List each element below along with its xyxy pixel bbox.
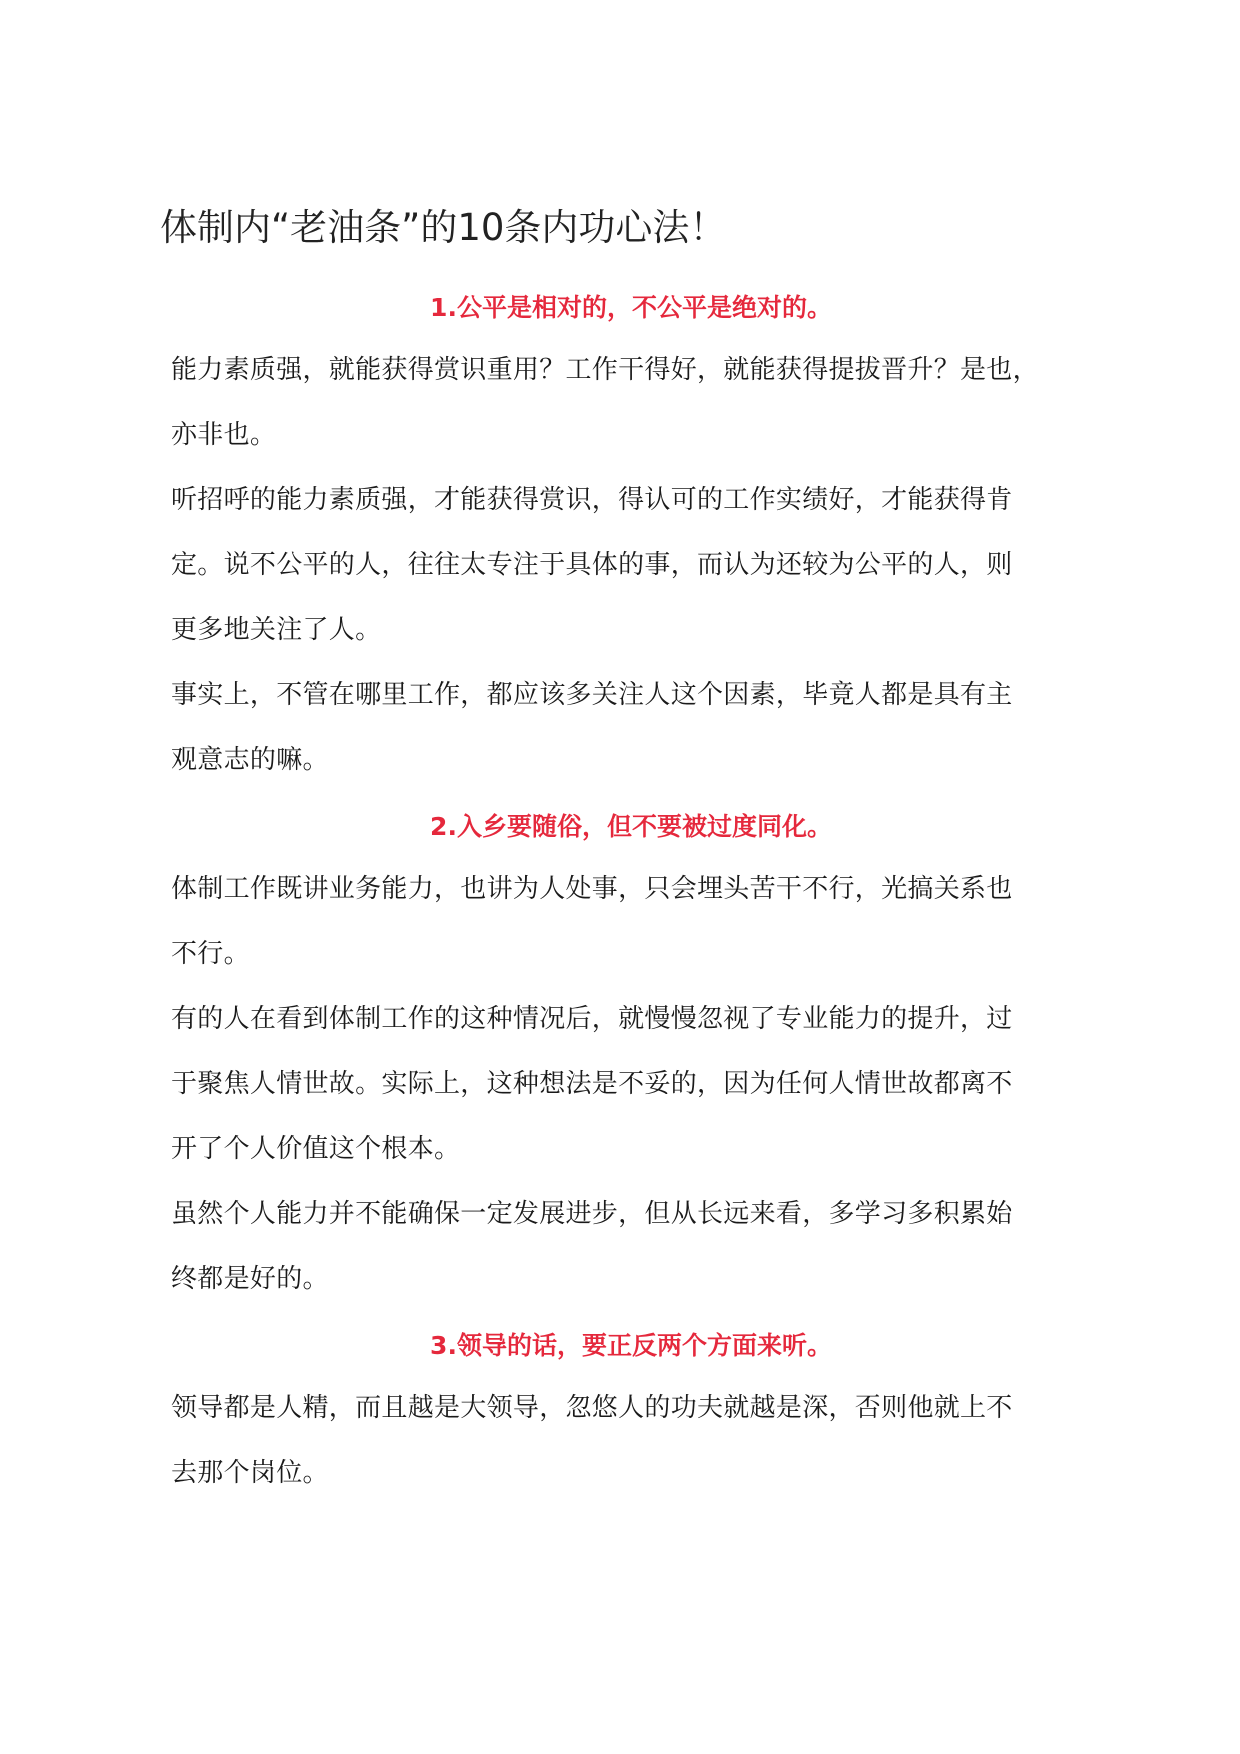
section-heading: 3.领导的话，要正反两个方面来听。 xyxy=(430,1331,832,1360)
section-2 xyxy=(171,797,1091,1312)
paragraph-line: 去那个岗位。 xyxy=(171,1458,329,1488)
paragraph xyxy=(171,1182,1091,1312)
paragraph-line: 领导都是人精，而且越是大领导，忽悠人的功夫就越是深，否则他就上不 xyxy=(171,1393,1013,1423)
paragraph-line: 开了个人价值这个根本。 xyxy=(171,1134,461,1164)
paragraph-line: 更多地关注了人。 xyxy=(171,615,382,645)
paragraph-line: 不行。 xyxy=(171,939,250,969)
paragraph-line: 观意志的嘛。 xyxy=(171,745,329,775)
paragraph-line: 事实上，不管在哪里工作，都应该多关注人这个因素，毕竟人都是具有主 xyxy=(171,680,1013,710)
paragraph xyxy=(171,663,1091,793)
paragraph-line: 听招呼的能力素质强，才能获得赏识，得认可的工作实绩好，才能获得肯 xyxy=(171,485,1013,515)
section-3 xyxy=(171,1316,1091,1506)
paragraph-line: 终都是好的。 xyxy=(171,1264,329,1294)
section-1 xyxy=(171,278,1091,793)
section-heading: 2.入乡要随俗，但不要被过度同化。 xyxy=(430,812,832,841)
paragraph-line: 定。说不公平的人，往往太专注于具体的事，而认为还较为公平的人，则 xyxy=(171,550,1013,580)
document-title: 体制内“老油条”的10条内功心法！ xyxy=(160,206,727,249)
section-heading: 1.公平是相对的，不公平是绝对的。 xyxy=(430,293,832,322)
paragraph xyxy=(171,987,1091,1182)
paragraph xyxy=(171,468,1091,663)
paragraph xyxy=(171,1376,1091,1506)
paragraph-line: 能力素质强，就能获得赏识重用？工作干得好，就能获得提拔晋升？是也， xyxy=(171,355,1039,385)
paragraph-line: 亦非也。 xyxy=(171,420,277,450)
paragraph-line: 于聚焦人情世故。实际上，这种想法是不妥的，因为任何人情世故都离不 xyxy=(171,1069,1013,1099)
paragraph xyxy=(171,857,1091,987)
paragraph-line: 体制工作既讲业务能力，也讲为人处事，只会埋头苦干不行，光搞关系也 xyxy=(171,874,1013,904)
document-body xyxy=(171,278,1091,1506)
paragraph xyxy=(171,338,1091,468)
paragraph-line: 虽然个人能力并不能确保一定发展进步，但从长远来看，多学习多积累始 xyxy=(171,1199,1013,1229)
paragraph-line: 有的人在看到体制工作的这种情况后，就慢慢忽视了专业能力的提升，过 xyxy=(171,1004,1013,1034)
